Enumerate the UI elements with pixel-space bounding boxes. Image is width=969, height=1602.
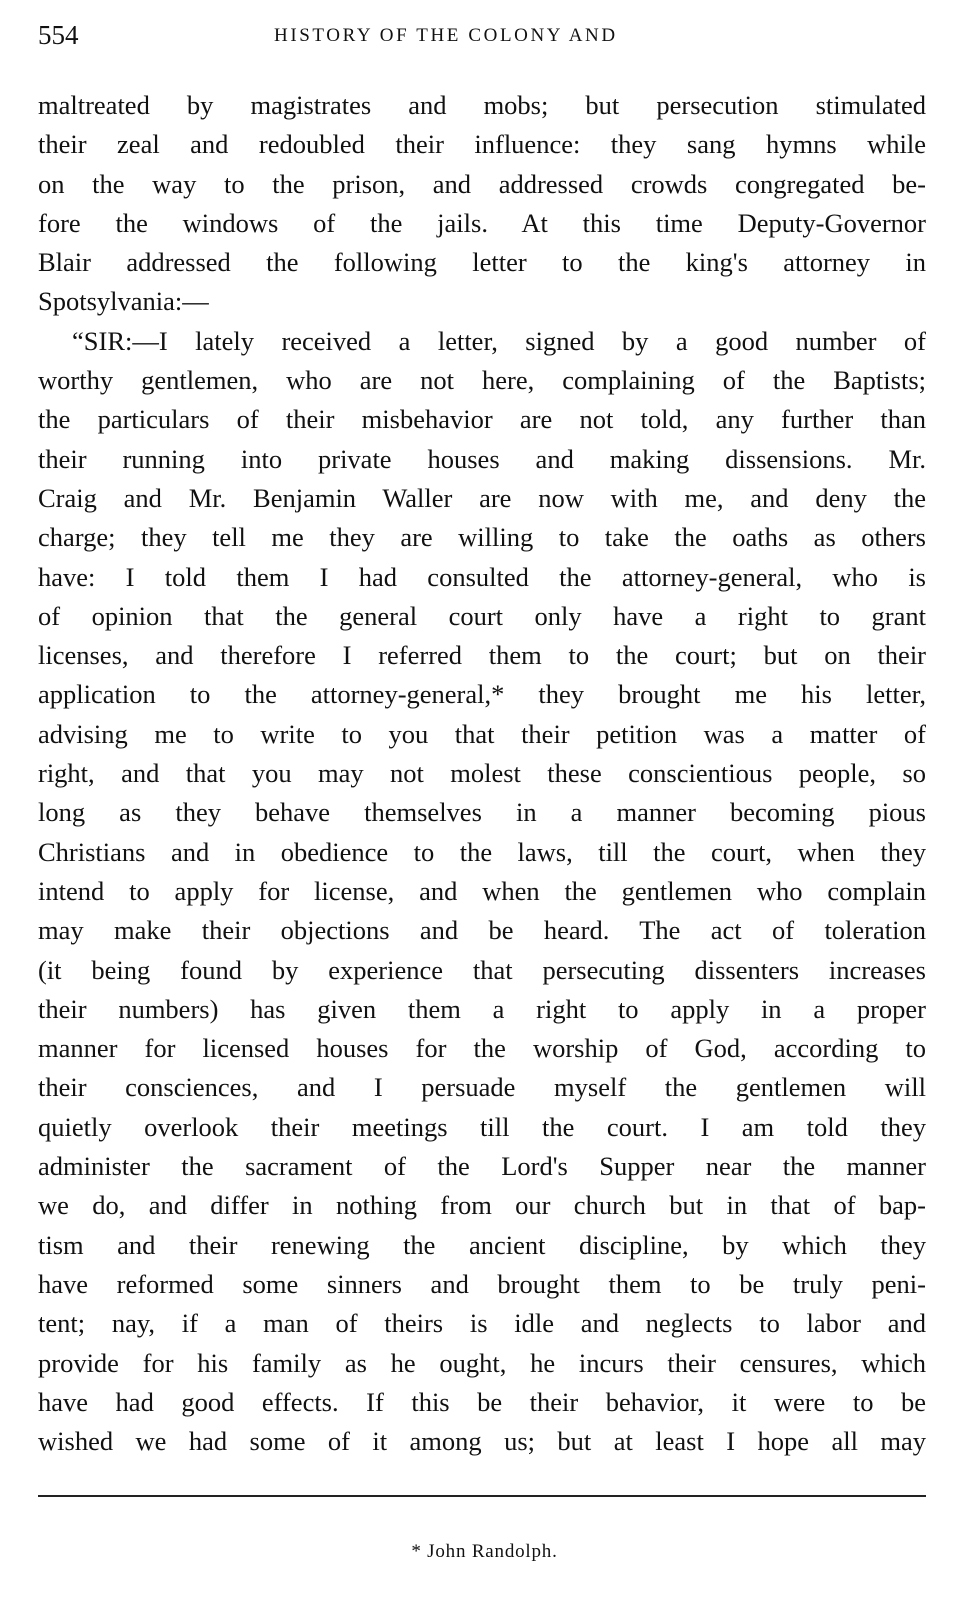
text-line: worthy gentlemen, who are not here, complaining of the Baptists; (38, 365, 926, 396)
text-line: their numbers) has given them a right to apply in a proper (38, 993, 926, 1024)
running-title: HISTORY OF THE COLONY AND (274, 25, 618, 46)
text-line: tism and their renewing the ancient discipline, by which they (38, 1229, 926, 1260)
text-line: tent; nay, if a man of theirs is idle and neglects to labor and (38, 1308, 926, 1339)
text-line: intend to apply for license, and when the gentlemen who complain (38, 875, 926, 906)
text-line: manner for licensed houses for the worship of God, according to (38, 1033, 926, 1064)
text-line: their zeal and redoubled their influence: they sang hymns while (38, 129, 926, 160)
text-line: application to the attorney-general,* they brought me his letter, (38, 679, 926, 710)
text-line: quietly overlook their meetings till the court. I am told they (38, 1111, 926, 1142)
text-line: their consciences, and I persuade myself the gentlemen will (38, 1072, 926, 1103)
footnote: * John Randolph. (411, 1541, 558, 1562)
text-line: have reformed some sinners and brought them to be truly peni- (38, 1268, 926, 1299)
footnote-divider (38, 1495, 926, 1497)
text-line: provide for his family as he ought, he incurs their censures, which (38, 1347, 926, 1378)
text-line: administer the sacrament of the Lord's Supper near the manner (38, 1151, 926, 1182)
body-text (38, 86, 926, 1461)
text-line: licenses, and therefore I referred them to the court; but on their (38, 640, 926, 671)
text-line: the particulars of their misbehavior are not told, any further than (38, 404, 926, 435)
text-line: may make their objections and be heard. The act of toleration (38, 915, 926, 946)
text-line: Christians and in obedience to the laws, till the court, when they (38, 836, 926, 867)
text-line: (it being found by experience that persecuting dissenters increases (38, 954, 926, 985)
text-line: have: I told them I had consulted the attorney-general, who is (38, 561, 926, 592)
page-number: 554 (38, 20, 79, 50)
text-line: advising me to write to you that their petition was a matter of (38, 718, 926, 749)
text-line: fore the windows of the jails. At this time Deputy-Governor (38, 207, 926, 238)
text-line: maltreated by magistrates and mobs; but persecution stimulated (38, 90, 926, 120)
text-line: Craig and Mr. Benjamin Waller are now with me, and deny the (38, 482, 926, 513)
text-line: of opinion that the general court only have a right to grant (38, 600, 926, 631)
text-line: we do, and differ in nothing from our church but in that of bap- (38, 1190, 926, 1221)
letter-opening-line: “SIR:—I lately received a letter, signed by a good number of (72, 325, 926, 356)
text-line: on the way to the prison, and addressed crowds congregated be- (38, 168, 926, 199)
text-line: their running into private houses and making dissensions. Mr. (38, 443, 926, 474)
running-head (38, 20, 926, 54)
text-line: long as they behave themselves in a manner becoming pious (38, 797, 926, 828)
text-line: have had good effects. If this be their behavior, it were to be (38, 1386, 926, 1417)
text-line: right, and that you may not molest these conscientious people, so (38, 758, 926, 789)
text-line: Blair addressed the following letter to the king's attorney in (38, 247, 926, 278)
text-line: wished we had some of it among us; but at least I hope all may (38, 1426, 926, 1457)
text-line: charge; they tell me they are willing to take the oaths as others (38, 522, 926, 553)
text-line: Spotsylvania:— (38, 286, 209, 317)
